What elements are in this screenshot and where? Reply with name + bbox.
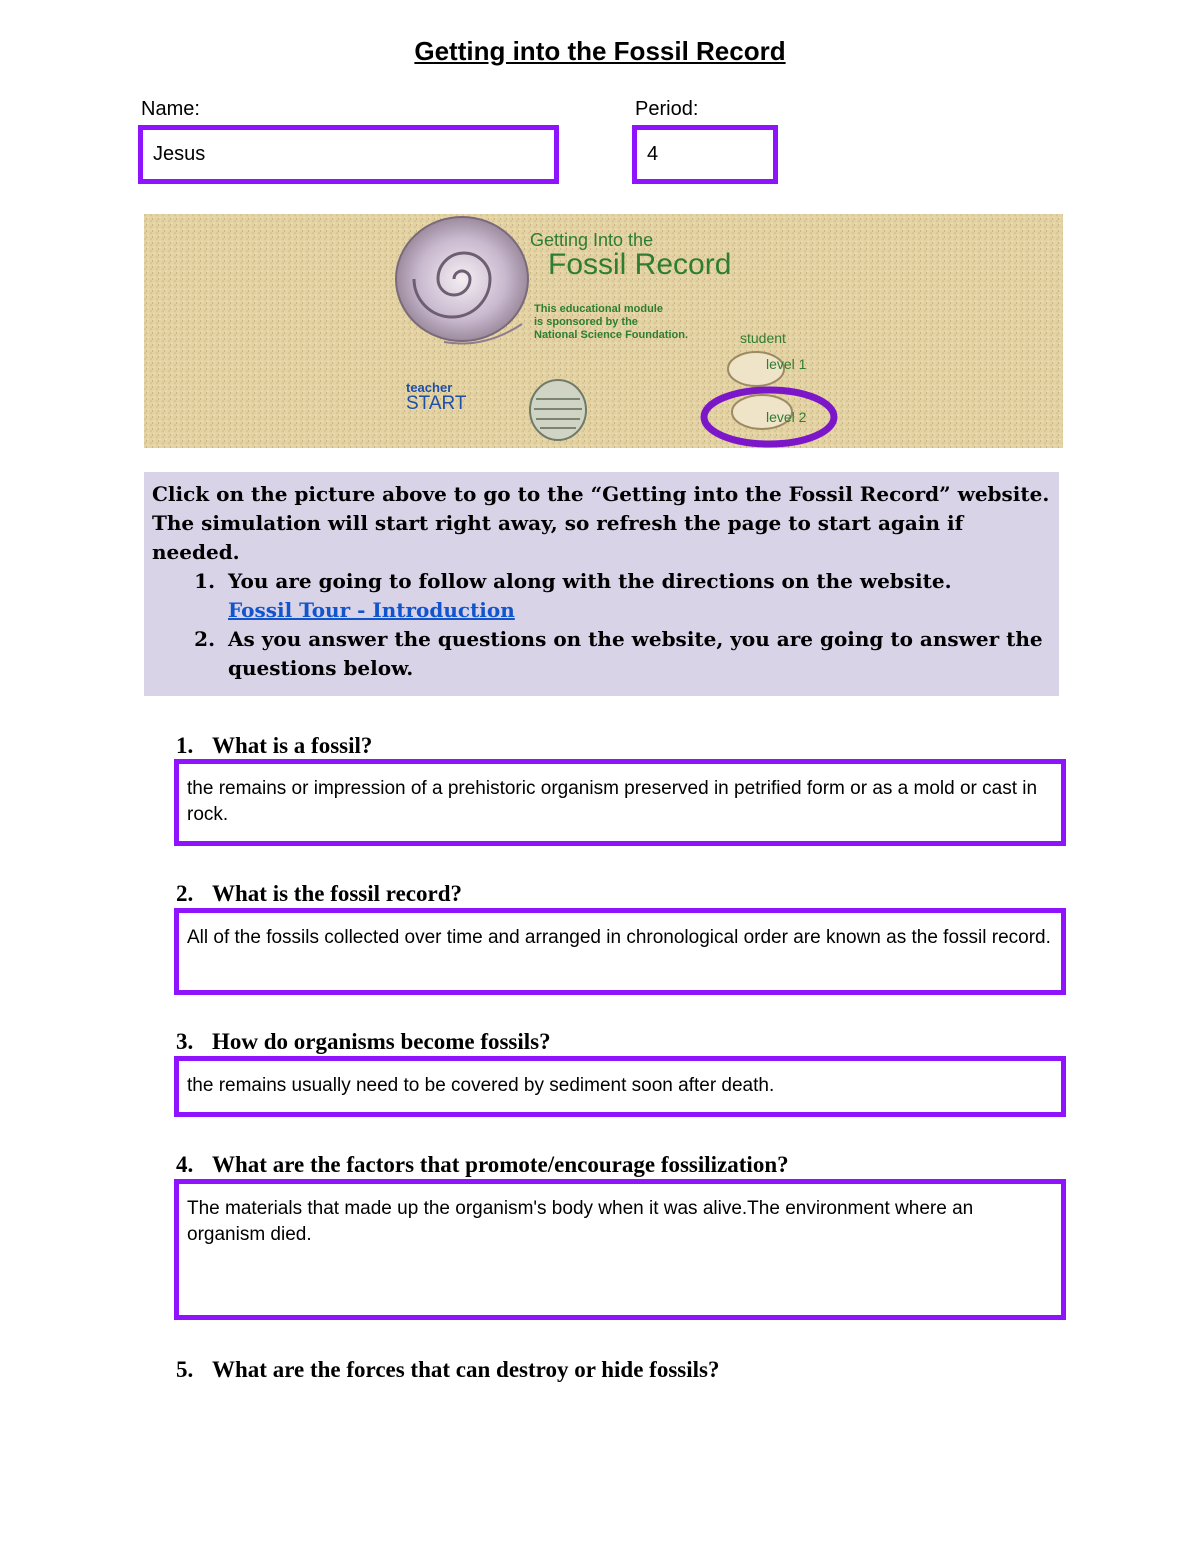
banner-sponsor xyxy=(534,303,688,342)
question-text: What is a fossil? xyxy=(212,733,373,758)
question-text: How do organisms become fossils? xyxy=(212,1029,551,1054)
sponsor-line-1: This educational module xyxy=(534,303,663,315)
question-2 xyxy=(176,881,462,907)
instruction-step-1-text: You are going to follow along with the directions on the website. xyxy=(228,569,952,593)
question-text: What are the forces that can destroy or hide fossils? xyxy=(212,1357,720,1382)
instructions-box xyxy=(144,472,1059,696)
question-5 xyxy=(176,1357,719,1383)
question-number: 5. xyxy=(176,1357,194,1382)
answer-box-3[interactable]: the remains usually need to be covered by sediment soon after death. xyxy=(174,1056,1066,1117)
banner-heading-small: Getting Into the xyxy=(530,230,654,250)
trilobite-fossil-icon xyxy=(530,380,586,440)
sponsor-line-3: National Science Foundation. xyxy=(534,329,689,341)
fossil-tour-link[interactable]: Fossil Tour - Introduction xyxy=(228,598,515,622)
question-1 xyxy=(176,733,372,759)
question-number: 4. xyxy=(176,1152,194,1177)
banner-student-label: student xyxy=(740,330,786,346)
level-1-link[interactable]: level 1 xyxy=(766,356,807,372)
question-text: What is the fossil record? xyxy=(212,881,463,906)
answer-box-1[interactable]: the remains or impression of a prehistoric organism preserved in petrified form or as a mold or cast in rock. xyxy=(174,759,1066,846)
nautilus-shell-icon xyxy=(396,217,528,344)
instruction-step-2-text: As you answer the questions on the website, you are going to answer the questions below. xyxy=(228,627,1043,680)
question-number: 1. xyxy=(176,733,194,758)
answer-box-2[interactable]: All of the fossils collected over time and arranged in chronological order are known as the fossil record. xyxy=(174,908,1066,995)
instruction-step-1 xyxy=(222,567,1051,625)
question-number: 3. xyxy=(176,1029,194,1054)
question-number: 2. xyxy=(176,881,194,906)
answer-box-4[interactable]: The materials that made up the organism's body when it was alive.The environment where an organism died. xyxy=(174,1179,1066,1320)
name-label: Name: xyxy=(141,98,200,120)
fossil-record-banner[interactable] xyxy=(144,214,1063,448)
instruction-step-2 xyxy=(222,625,1051,683)
question-3 xyxy=(176,1029,551,1055)
instructions-steps xyxy=(152,567,1051,683)
period-label: Period: xyxy=(635,98,699,120)
question-4 xyxy=(176,1152,789,1178)
banner-teacher-label: teacher xyxy=(406,380,453,395)
banner-heading-large: Fossil Record xyxy=(548,248,732,281)
instructions-intro: Click on the picture above to go to the “Getting into the Fossil Record” website. The simulation will start right away, so refresh the page to start again if needed. xyxy=(152,482,1050,564)
level-2-link[interactable]: level 2 xyxy=(766,409,807,425)
question-text: What are the factors that promote/encourage fossilization? xyxy=(212,1152,789,1177)
teacher-start-link[interactable]: START xyxy=(406,393,467,414)
period-field[interactable]: 4 xyxy=(632,125,778,184)
page-title: Getting into the Fossil Record xyxy=(414,36,786,66)
name-field[interactable]: Jesus xyxy=(138,125,559,184)
sponsor-line-2: is sponsored by the xyxy=(534,316,638,328)
